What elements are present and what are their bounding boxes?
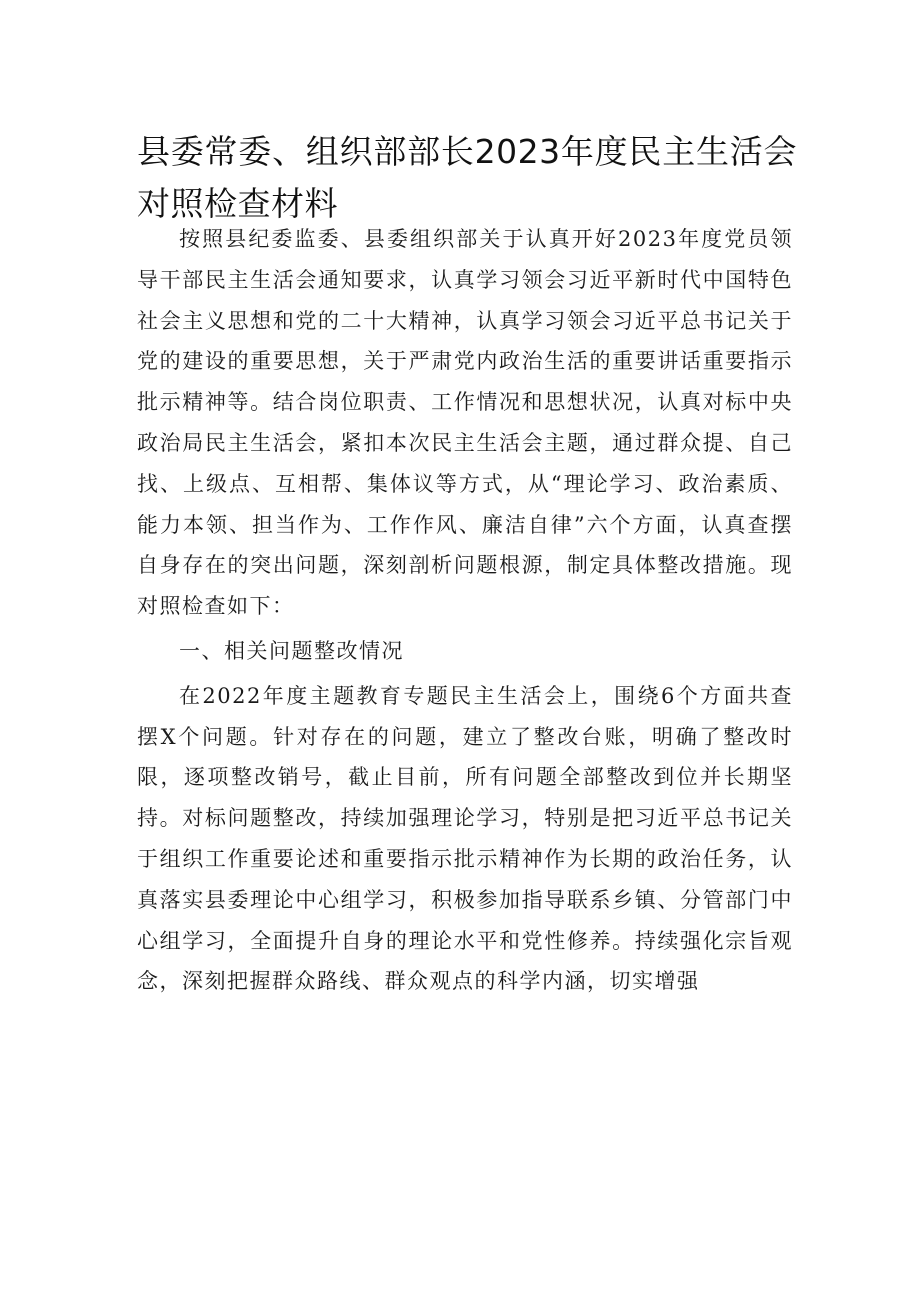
document-body	[137, 219, 793, 1002]
document-title: 县委常委、组织部部长2023年度民主生活会对照检查材料	[137, 132, 797, 223]
section-1-paragraph: 在2022年度主题教育专题民主生活会上，围绕6个方面共查摆X个问题。针对存在的问题，建立了整改台账，明确了整改时限，逐项整改销号，截止目前，所有问题全部整改到位并长期坚持。对标问题整改，持续加强理论学习，特别是把习近平总书记关于组织工作重要论述和重要指示批示精神作为长期的政治任务，认真落实县委理论中心组学习，积极参加指导联系乡镇、分管部门中心组学习，全面提升自身的理论水平和党性修养。持续强化宗旨观念，深刻把握群众路线、群众观点的科学内涵，切实增强	[137, 683, 793, 994]
intro-paragraph: 按照县纪委监委、县委组织部关于认真开好2023年度党员领导干部民主生活会通知要求，认真学习领会习近平新时代中国特色社会主义思想和党的二十大精神，认真学习领会习近平总书记关于党的建设的重要思想，关于严肃党内政治生活的重要讲话重要指示批示精神等。结合岗位职责、工作情况和思想状况，认真对标中央政治局民主生活会，紧扣本次民主生活会主题，通过群众提、自己找、上级点、互相帮、集体议等方式，从“理论学习、政治素质、能力本领、担当作为、工作作风、廉洁自律”六个方面，认真查摆自身存在的突出问题，深刻剖析问题根源，制定具体整改措施。现对照检查如下：	[137, 227, 793, 619]
section-heading-1: 一、相关问题整改情况	[179, 638, 404, 663]
